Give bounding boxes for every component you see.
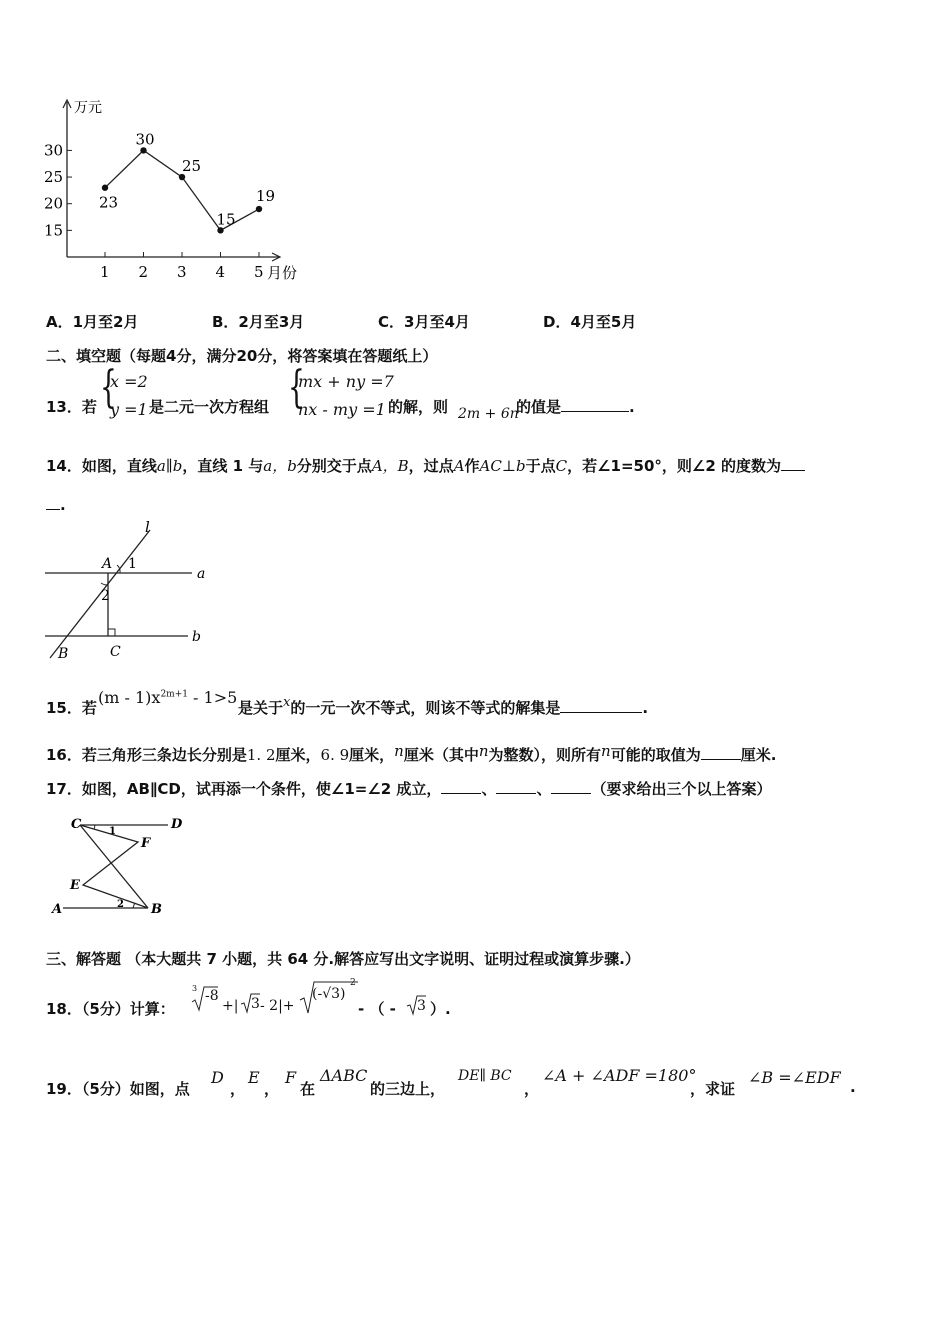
- q19-angle-sum: ∠A + ∠ADF =180°: [542, 1066, 697, 1085]
- q19-D: D: [211, 1068, 224, 1087]
- angle-2-arc: [133, 903, 135, 908]
- q13-after: 的解，则: [388, 398, 449, 416]
- y-axis-label: 万元: [74, 100, 102, 116]
- q19: 19．（5分）如图，点: [46, 1080, 190, 1098]
- label-1: 1: [128, 556, 137, 572]
- option-d: D．4月至5月: [543, 313, 637, 331]
- x-tick-label: 3: [177, 263, 187, 281]
- q19-goal: ∠B =∠EDF: [748, 1068, 841, 1087]
- y-tick-label: 25: [44, 168, 64, 187]
- y-tick-label: 30: [44, 141, 64, 160]
- q19-comma-2: ，: [264, 1080, 280, 1098]
- data-label: 30: [135, 130, 155, 149]
- q19-dot: .: [850, 1078, 856, 1096]
- option-c: C．3月至4月: [378, 313, 470, 331]
- angle-2-arc: [101, 583, 108, 585]
- q13-expr: 2m + 6n: [458, 406, 519, 422]
- q19-E: E: [248, 1068, 260, 1087]
- label-C: C: [71, 817, 82, 832]
- option-b: B．2月至3月: [212, 313, 305, 331]
- data-label: 25: [182, 157, 202, 176]
- x-axis-label: 月份: [267, 264, 298, 282]
- q13-number: 13．若: [46, 398, 97, 416]
- q13: [46, 362, 926, 422]
- label-A: A: [102, 556, 113, 572]
- label-E: E: [70, 878, 80, 893]
- q13-brace-2: {: [288, 362, 305, 413]
- q19-parallel: DE∥ BC: [458, 1068, 512, 1084]
- label-A: A: [52, 902, 63, 917]
- q19-comma-1: ，: [230, 1080, 246, 1098]
- q14-tail: .: [46, 495, 66, 514]
- label-B: B: [151, 902, 162, 917]
- y-tick-label: 15: [44, 221, 64, 240]
- q19-in: 在: [300, 1080, 316, 1098]
- q16-n-1: n: [394, 742, 404, 760]
- q15-rest: 是关于x的一元一次不等式，则该不等式的解集是 .: [238, 695, 649, 717]
- q16: 16．若三角形三条边长分别是1. 2厘米，6. 9厘米，n厘米（其中n为整数），则所有n可能的取值为 厘米.: [46, 742, 777, 764]
- figure-14: [40, 518, 220, 663]
- q16-n-3: n: [601, 742, 611, 760]
- q19-comma-3: ，: [524, 1080, 540, 1098]
- x-tick-label: 2: [138, 263, 149, 281]
- figure-17: [45, 812, 205, 922]
- q17-sep-2: 、: [536, 780, 552, 798]
- q16-n-2: n: [478, 742, 489, 760]
- y-tick-label: 20: [44, 194, 64, 213]
- data-label: 15: [216, 210, 236, 229]
- label-2: 2: [101, 588, 110, 604]
- label-a: a: [197, 566, 206, 582]
- q18-expr: 3 -8 +| 3 - 2|+ (-√3) 2 - （ - 3 ）.: [192, 978, 451, 1018]
- q14-text: 14．如图，直线a∥b，直线 1 与a，b分别交于点A，B，过点A作AC⊥b于点C，若∠1=50°，则∠2 的度数为: [46, 455, 805, 476]
- section-3-heading: 三、解答题 （本大题共 7 小题，共 64 分.解答应写出文字说明、证明过程或演算步骤.）: [46, 950, 640, 968]
- q18-number: 18．（5分）计算：: [46, 1000, 175, 1018]
- q15-expr: $(m - 1)x^{2m+1} - 1>5$: [98, 688, 238, 707]
- q19-prove: ，求证: [690, 1080, 736, 1098]
- right-angle-mark: [108, 629, 115, 636]
- section-2-heading: 二、填空题（每题4分，满分20分，将答案填在答题纸上）: [46, 347, 438, 365]
- q13-sys2-a: mx + ny =7: [298, 372, 394, 391]
- q19-F: F: [285, 1068, 297, 1087]
- q13-brace-1: {: [100, 362, 117, 413]
- q19-sides: 的三边上，: [370, 1080, 446, 1098]
- q13-mid: 是二元一次方程组: [149, 398, 270, 416]
- x-tick-label: 4: [215, 263, 226, 281]
- data-point: [256, 206, 262, 212]
- label-C: C: [110, 644, 121, 660]
- label-b: b: [192, 629, 201, 645]
- q13-sys1-b: y =1: [110, 400, 148, 419]
- q13-sys1-a: x =2: [110, 372, 148, 391]
- data-label: 23: [99, 193, 119, 212]
- x-tick-label: 5: [254, 263, 264, 281]
- label-F: F: [141, 836, 151, 851]
- q17: 17．如图，AB∥CD，试再添一个条件，使∠1=∠2 成立， 、 、 （要求给出三个以上答案）: [46, 780, 772, 798]
- label-l: l: [145, 518, 150, 536]
- chart-marks: [99, 130, 275, 233]
- q19-triangle: ΔABC: [320, 1066, 368, 1085]
- label-1: 1: [109, 826, 116, 837]
- line-chart: [30, 90, 320, 290]
- label-B: B: [58, 646, 69, 662]
- line-l: [50, 530, 150, 658]
- label-2: 2: [117, 899, 124, 910]
- q13-end: 的值是 .: [516, 398, 635, 416]
- data-label: 19: [256, 187, 276, 206]
- q15: 15．若: [46, 699, 97, 717]
- data-point: [102, 185, 108, 191]
- option-a: A．1月至2月: [46, 313, 139, 331]
- q13-sys2-b: nx - my =1: [298, 400, 386, 419]
- label-D: D: [171, 817, 183, 832]
- x-tick-label: 1: [100, 263, 110, 281]
